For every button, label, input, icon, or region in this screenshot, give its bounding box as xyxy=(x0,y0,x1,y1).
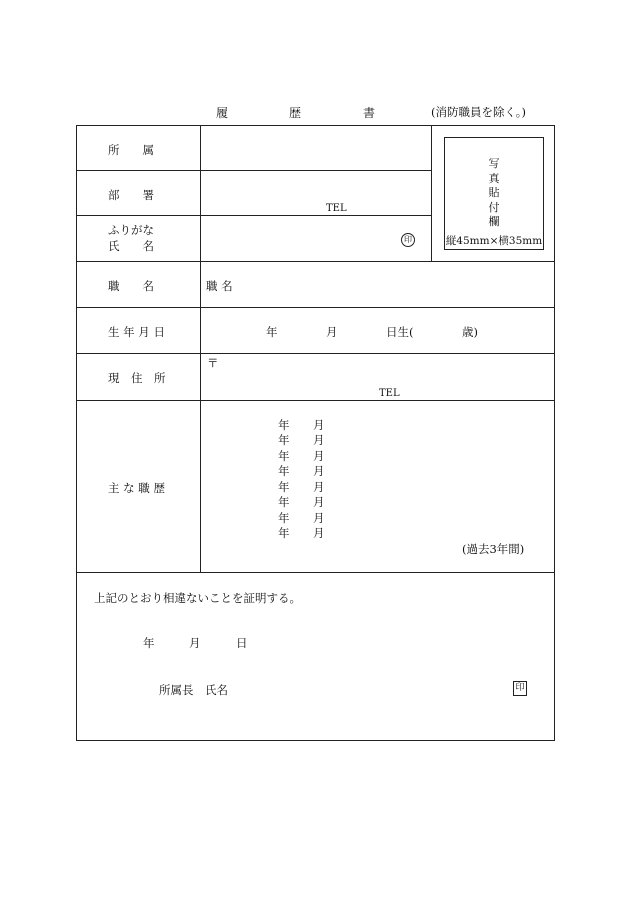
label-address: 現 住 所 xyxy=(108,371,166,385)
title-char-2: 歴 xyxy=(289,106,302,120)
photo-label-char: 欄 xyxy=(488,215,500,228)
photo-label-char: 付 xyxy=(488,201,500,214)
birth-year: 年 xyxy=(266,325,278,339)
photo-area xyxy=(444,137,544,250)
certify-day: 日 xyxy=(236,636,248,650)
birth-age: 歳) xyxy=(462,325,478,339)
birth-month: 月 xyxy=(326,325,338,339)
certify-year: 年 xyxy=(143,636,155,650)
label-furigana: ふりがな xyxy=(108,223,154,237)
name-seal-icon: 印 xyxy=(401,233,415,247)
career-month: 月 xyxy=(313,464,325,478)
row-divider xyxy=(77,572,555,573)
row-divider xyxy=(77,307,555,308)
row-divider xyxy=(77,170,431,171)
career-month: 月 xyxy=(313,418,325,432)
career-month: 月 xyxy=(313,495,325,509)
career-year: 年 xyxy=(278,464,290,478)
photo-label-char: 真 xyxy=(488,172,500,185)
photo-label-char: 貼 xyxy=(488,186,500,199)
career-month: 月 xyxy=(313,511,325,525)
photo-column-divider xyxy=(431,125,432,261)
career-period-note: (過去3年間) xyxy=(462,542,525,556)
title-char-1: 履 xyxy=(216,106,229,120)
row-divider xyxy=(77,353,555,354)
label-name: 氏 名 xyxy=(108,239,154,253)
label-column-divider xyxy=(200,125,201,572)
certify-seal-icon: 印 xyxy=(513,681,527,696)
certify-statement: 上記のとおり相違ないことを証明する。 xyxy=(94,591,301,605)
label-position: 職 名 xyxy=(108,279,154,293)
photo-size: 縦45mm×横35mm xyxy=(445,235,543,247)
label-birthdate: 生 年 月 日 xyxy=(108,325,165,339)
exclusion-note: (消防職員を除く。) xyxy=(431,105,526,119)
row-divider xyxy=(77,215,431,216)
title-char-3: 書 xyxy=(363,106,376,120)
career-month: 月 xyxy=(313,526,325,540)
career-month: 月 xyxy=(313,480,325,494)
career-month: 月 xyxy=(313,433,325,447)
certify-signer: 所属長 氏名 xyxy=(159,683,228,697)
career-year: 年 xyxy=(278,449,290,463)
career-month: 月 xyxy=(313,449,325,463)
career-year: 年 xyxy=(278,480,290,494)
label-department: 部 署 xyxy=(108,188,154,202)
label-career: 主 な 職 歴 xyxy=(108,481,165,495)
position-value: 職 名 xyxy=(206,279,233,293)
certify-month: 月 xyxy=(189,636,201,650)
career-year: 年 xyxy=(278,433,290,447)
address-tel-label: TEL xyxy=(379,388,400,399)
career-year: 年 xyxy=(278,526,290,540)
row-divider xyxy=(77,261,555,262)
birth-day: 日生( xyxy=(386,325,414,339)
career-year: 年 xyxy=(278,418,290,432)
label-affiliation: 所 属 xyxy=(108,143,154,157)
photo-label-char: 写 xyxy=(488,157,500,170)
career-year: 年 xyxy=(278,511,290,525)
dept-tel-label: TEL xyxy=(326,203,347,214)
row-divider xyxy=(77,400,555,401)
postal-mark: 〒 xyxy=(207,356,219,370)
career-year: 年 xyxy=(278,495,290,509)
